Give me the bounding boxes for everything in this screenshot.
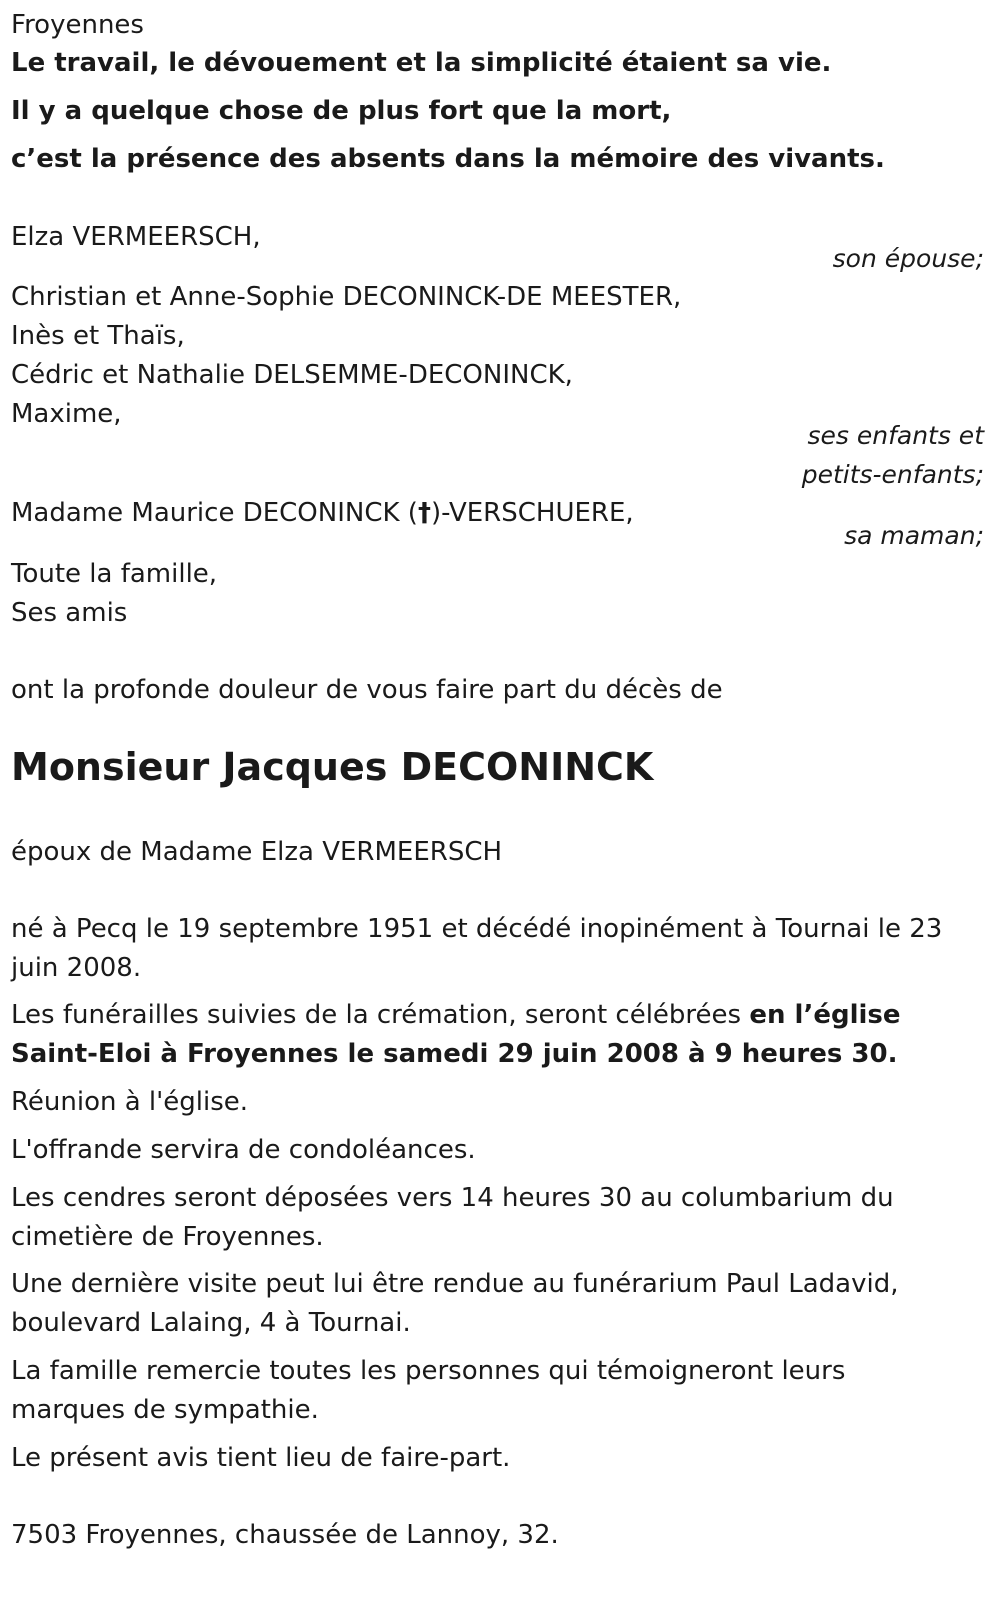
quote-line-3: c’est la présence des absents dans la mémoire des vivants. (11, 144, 885, 174)
quote-line-2: Il y a quelque chose de plus fort que la mort, (11, 96, 672, 126)
mother-role: sa maman; (844, 521, 984, 550)
quote-line-1: Le travail, le dévouement et la simplicité étaient sa vie. (11, 48, 832, 78)
spouse-role: son épouse; (832, 244, 984, 273)
mother-name-suffix: )-VERSCHUERE, (430, 498, 634, 528)
mother-name (11, 493, 634, 533)
ashes-line-1: Les cendres seront déposées vers 14 heures 30 au columbarium du (11, 1183, 894, 1213)
cross-icon: † (417, 498, 431, 528)
children-role-line-1: ses enfants et (807, 421, 984, 450)
visit-line-2: boulevard Lalaing, 4 à Tournai. (11, 1308, 411, 1338)
deceased-name: Monsieur Jacques DECONINCK (11, 745, 654, 789)
spouse-name: Elza VERMEERSCH, (11, 222, 261, 252)
ashes-line-2: cimetière de Froyennes. (11, 1222, 324, 1252)
birth-death-line-1: né à Pecq le 19 septembre 1951 et décédé inopinément à Tournai le 23 (11, 914, 943, 944)
funeral-line-1 (11, 995, 901, 1035)
birth-death-line-2: juin 2008. (11, 953, 142, 983)
child-line: Christian et Anne-Sophie DECONINCK-DE MEESTER, (11, 282, 682, 312)
visit-line-1: Une dernière visite peut lui être rendue au funérarium Paul Ladavid, (11, 1269, 899, 1299)
funeral-text: Les funérailles suivies de la crémation, seront célébrées (11, 1000, 750, 1030)
spouse-of-line: époux de Madame Elza VERMEERSCH (11, 837, 503, 867)
offering-line: L'offrande servira de condoléances. (11, 1135, 476, 1165)
child-line: Inès et Thaïs, (11, 321, 185, 351)
thanks-line-2: marques de sympathie. (11, 1395, 319, 1425)
children-role-line-2: petits-enfants; (801, 460, 984, 489)
family-line: Toute la famille, (11, 559, 218, 589)
child-line: Maxime, (11, 399, 122, 429)
place-heading: Froyennes (11, 10, 144, 40)
meeting-line: Réunion à l'église. (11, 1087, 249, 1117)
announcement: ont la profonde douleur de vous faire part du décès de (11, 675, 723, 705)
funeral-line-2: Saint-Eloi à Froyennes le samedi 29 juin 2008 à 9 heures 30. (11, 1039, 898, 1069)
friends-line: Ses amis (11, 598, 128, 628)
address-line: 7503 Froyennes, chaussée de Lannoy, 32. (11, 1520, 559, 1550)
notice-line: Le présent avis tient lieu de faire-part. (11, 1443, 511, 1473)
child-line: Cédric et Nathalie DELSEMME-DECONINCK, (11, 360, 573, 390)
mother-name-prefix: Madame Maurice DECONINCK ( (11, 498, 418, 528)
thanks-line-1: La famille remercie toutes les personnes qui témoigneront leurs (11, 1356, 846, 1386)
funeral-location-start: en l’église (749, 1000, 901, 1030)
